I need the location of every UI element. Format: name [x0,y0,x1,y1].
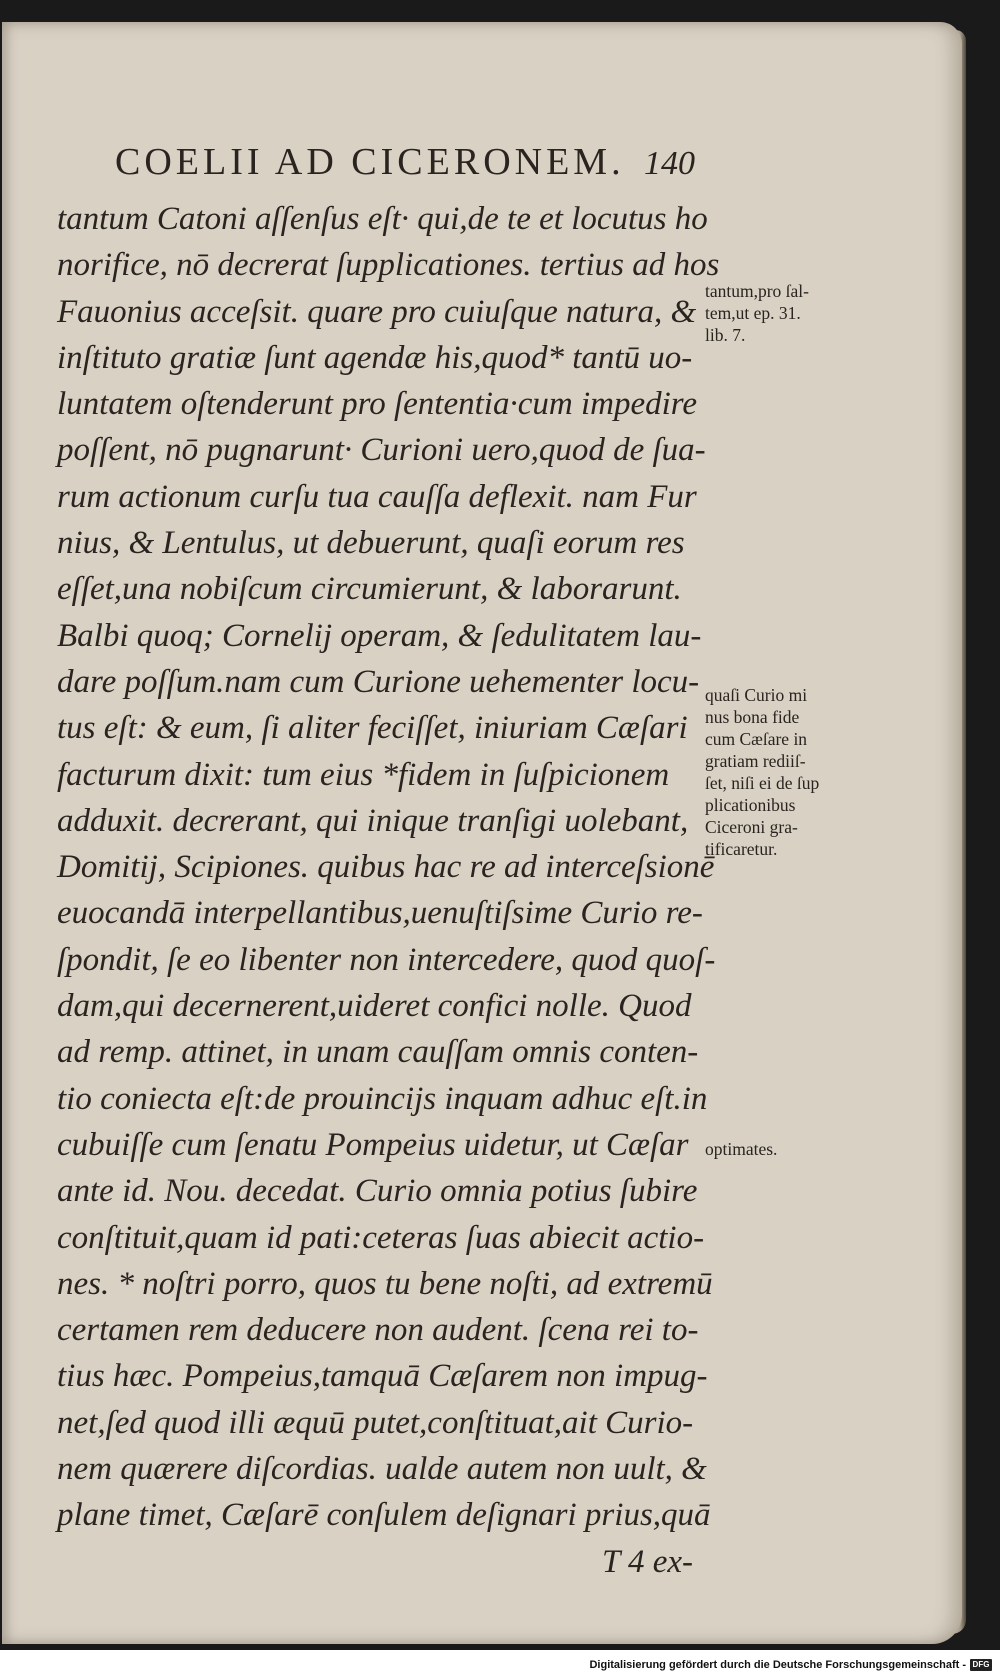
marginal-note-line: plicationibus [705,795,796,815]
marginal-note [705,1138,887,1160]
text-line: eſſet,una nobiſcum circumierunt, & laborarunt. [57,571,682,608]
footer-bar [0,1650,1000,1679]
text-line: rum actionum curſu tua cauſſa deflexit. nam Fur [57,478,697,515]
text-line: cubuiſſe cum ſenatu Pompeius uidetur, ut Cæſar [57,1126,689,1163]
text-line: tius hæc. Pompeius,tamquā Cæſarem non impug- [57,1358,708,1395]
text-line: luntatem oſtenderunt pro ſententia·cum impedire [57,386,698,423]
text-line: poſſent, nō pugnarunt· Curioni uero,quod de ſua- [57,432,706,469]
marginal-note-line: Ciceroni gra- [705,817,798,837]
signature-catchword: T 4 ex- [601,1543,693,1580]
text-line: plane timet, Cæſarē conſulem deſignari prius,quā [57,1497,711,1534]
text-line: ad remp. attinet, in unam cauſſam omnis conten- [57,1034,699,1071]
text-line: adduxit. decrerant, qui inique tranſigi uolebant, [57,802,689,839]
marginal-note-line: tem,ut ep. 31. [705,303,801,323]
text-line: tio coniecta eſt:de prouincijs inquam adhuc eſt.in [57,1080,708,1117]
page-number: 140 [644,145,695,182]
running-head-title: COELII AD CICERONEM. [115,141,625,183]
text-line: facturum dixit: tum eius *fidem in ſuſpicionem [57,756,670,793]
marginal-note-line: lib. 7. [705,325,746,345]
marginal-note-line: ſet, niſi ei de ſup [705,773,820,793]
text-line: dare poſſum.nam cum Curione uehementer locu- [57,663,700,700]
dfg-logo: DFG [970,1659,992,1671]
running-head [115,140,695,192]
text-line: ante id. Nou. decedat. Curio omnia potius ſubire [57,1173,698,1210]
text-line: nes. * noſtri porro, quos tu bene noſti, ad extremū [57,1265,713,1302]
text-line: ſpondit, ſe eo libenter non intercedere, quod quoſ- [57,941,716,978]
text-line: Fauonius acceſsit. quare pro cuiuſque natura, & [57,293,697,330]
text-line: nius, & Lentulus, ut debuerunt, quaſi eorum res [57,525,685,562]
text-line: nem quærere diſcordias. ualde autem non uult, & [57,1451,707,1488]
text-line: tus eſt: & eum, ſi aliter feciſſet, iniuriam Cæſari [57,710,688,747]
text-line: tantum Catoni aſſenſus eſt· qui,de te et locutus ho [57,201,708,237]
text-line: Domitij, Scipiones. quibus hac re ad interceſsionē [57,849,715,886]
marginal-note-line: tantum,pro ſal- [705,281,810,301]
marginal-note-line: cum Cæſare in [705,729,808,749]
text-line: euocandā interpellantibus,uenuſtiſsime Curio re- [57,895,703,932]
marginal-note-line: optimates. [705,1139,778,1159]
text-line: dam,qui decernerent,uideret confici nolle. Quod [57,988,692,1025]
body-text [57,196,720,1585]
marginal-note-line: nus bona fide [705,707,800,727]
text-line: conſtituit,quam id pati:ceteras ſuas abiecit actio- [57,1219,705,1256]
text-line: certamen rem deducere non audent. ſcena rei to- [57,1312,699,1349]
footer-credit: Digitalisierung gefördert durch die Deutsche Forschungsgemeinschaft - [589,1658,966,1671]
book-page [2,22,962,1644]
text-line: inſtituto gratiæ ſunt agendæ his,quod* tantū uo- [57,339,693,376]
text-line: norifice, nō decrerat ſupplicationes. tertius ad hos [57,247,720,284]
marginal-note-line: gratiam rediiſ- [705,751,806,771]
text-line: Balbi quoq; Cornelij operam, & ſedulitatem lau- [57,617,702,654]
marginal-note [705,684,887,860]
text-line: net,ſed quod illi æquū putet,conſtituat,ait Curio- [57,1404,694,1441]
marginal-note [705,280,887,346]
marginal-note-line: quaſi Curio mi [705,685,808,705]
marginal-note-line: tificaretur. [705,839,778,859]
